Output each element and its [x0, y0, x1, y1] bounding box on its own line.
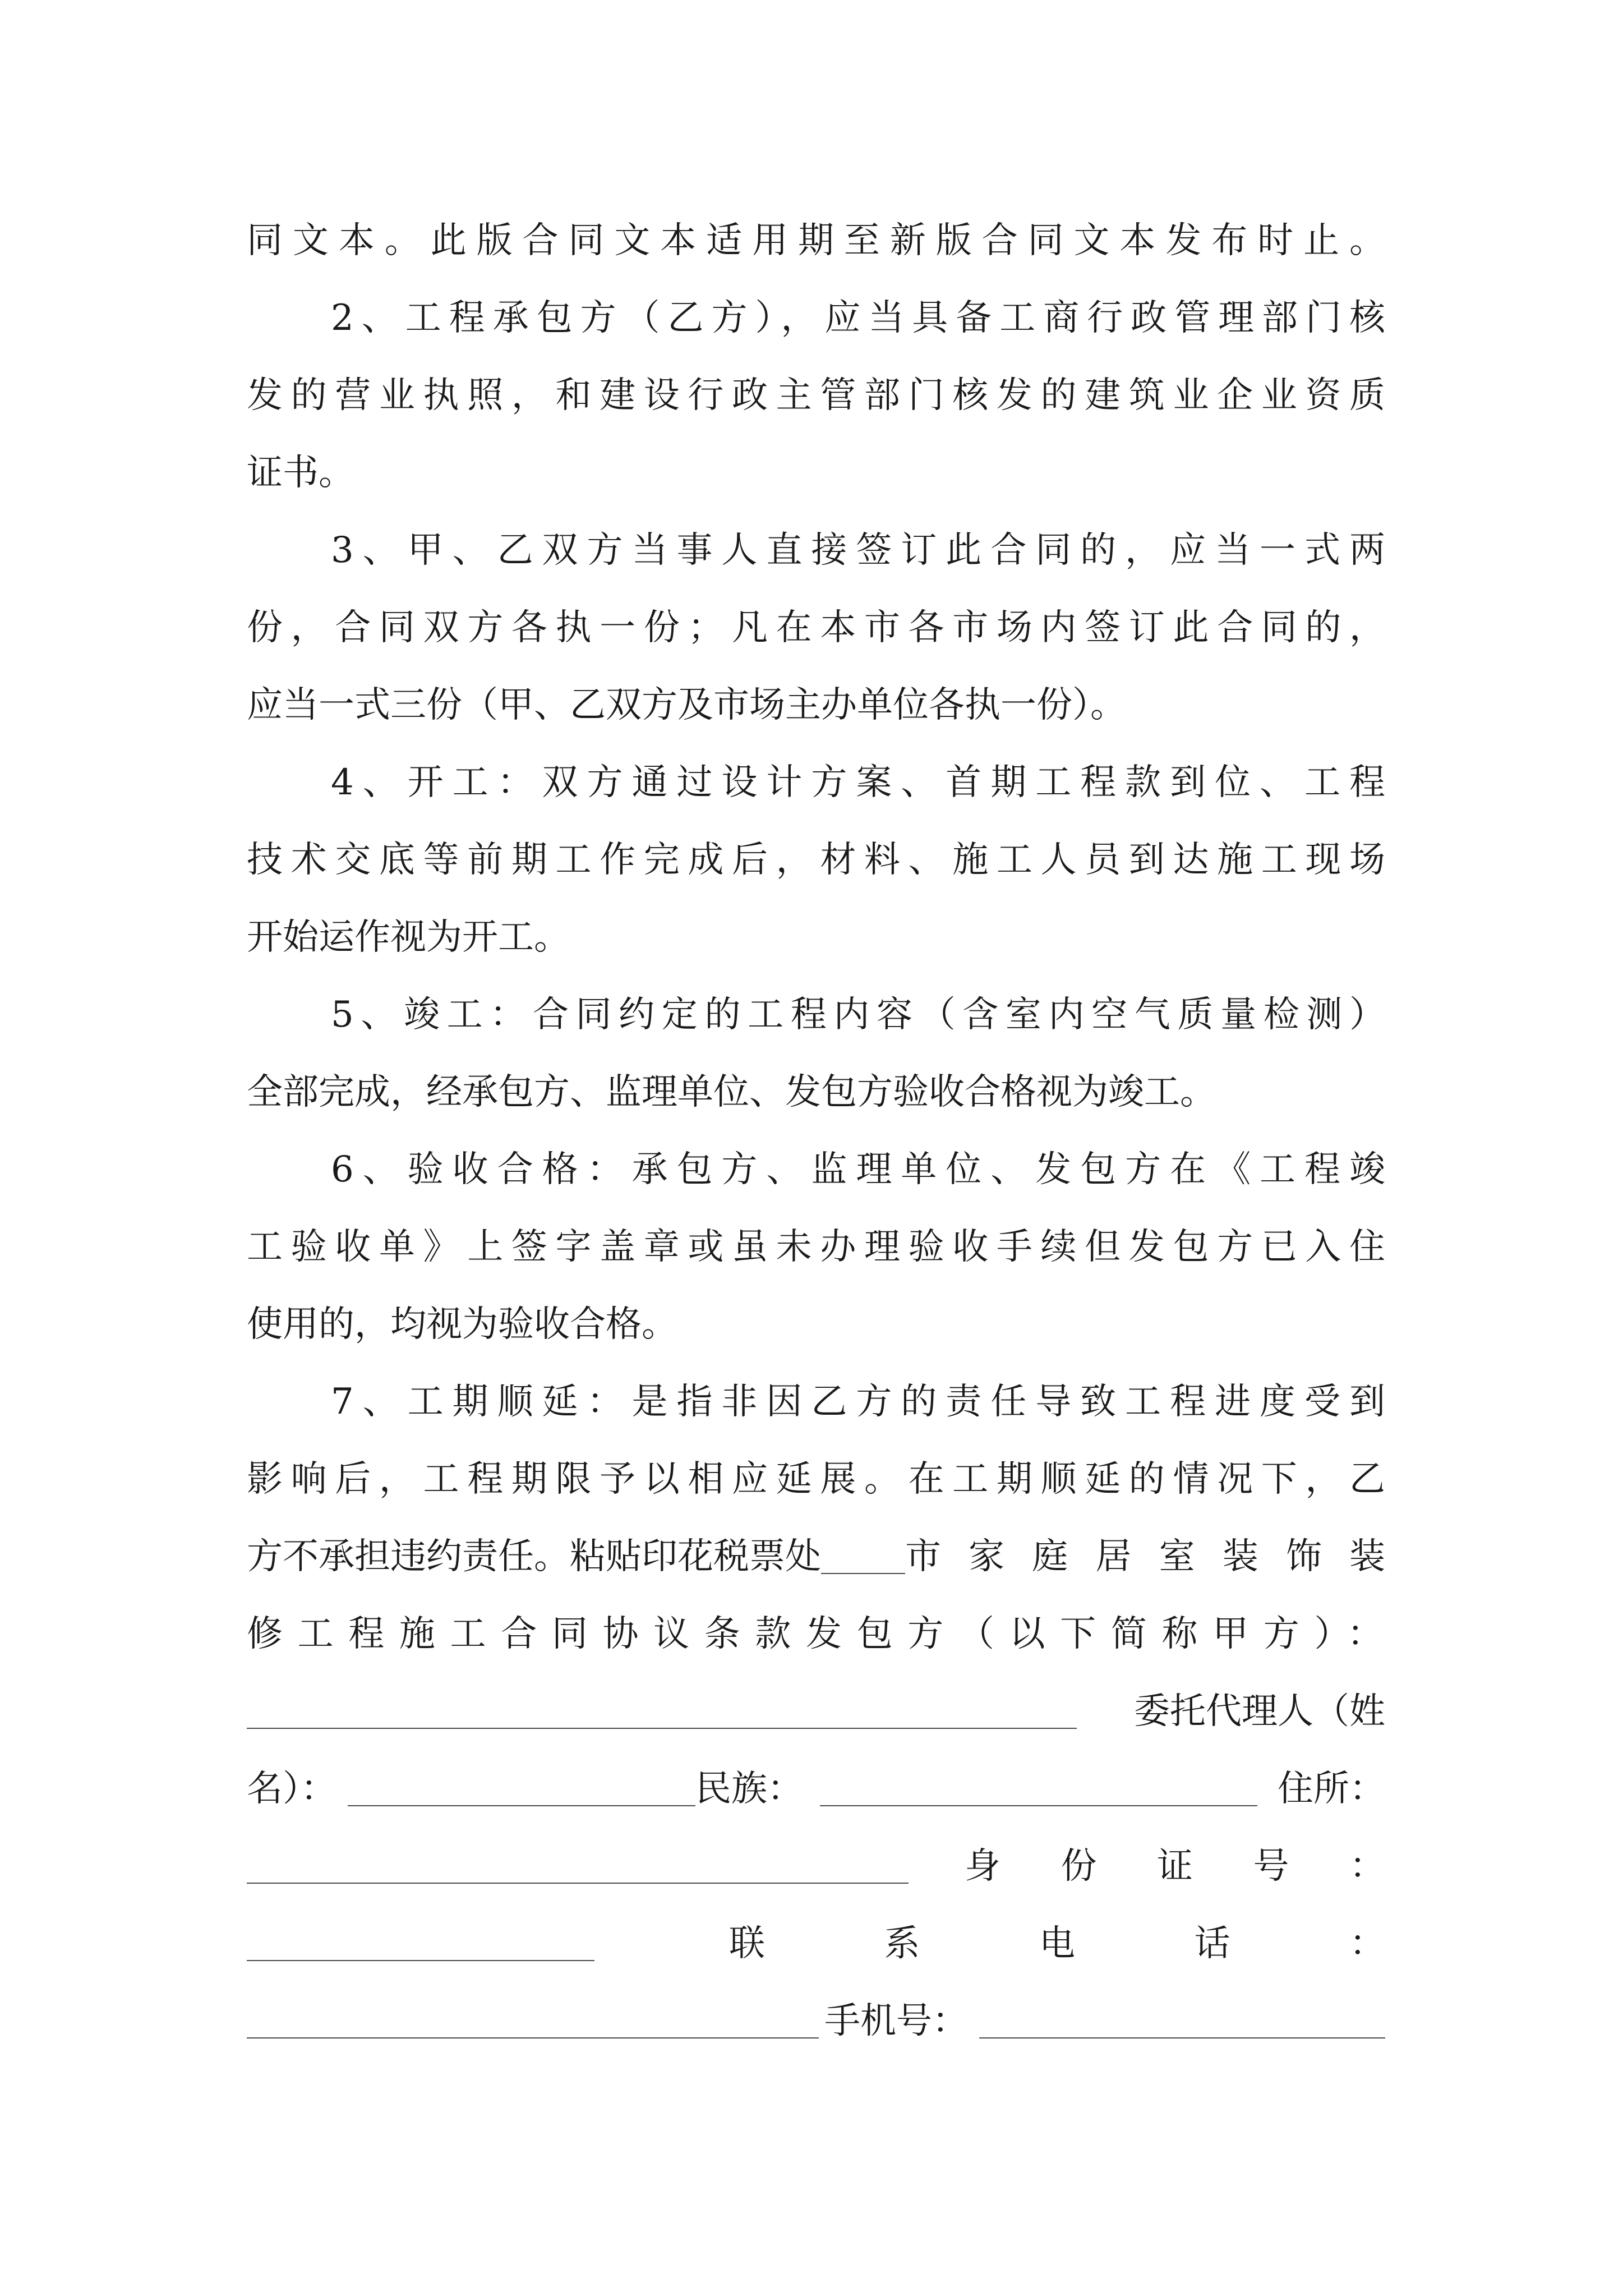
- city-blank[interactable]: [821, 1539, 905, 1574]
- id-label: 身 份 证 号 ：: [965, 1846, 1385, 1887]
- ethnicity-blank[interactable]: [820, 1772, 1257, 1806]
- text-line: 工验收单》上签字盖章或虽未办理验收手续但发包方已入住: [247, 1226, 1385, 1268]
- phone-blank[interactable]: [247, 2004, 819, 2039]
- name-label: 名）：: [247, 1768, 336, 1810]
- stamp-line: [247, 1518, 1385, 1595]
- name-blank[interactable]: [348, 1772, 695, 1806]
- text-line: 同文本。此版合同文本适用期至新版合同文本发布时止。: [247, 220, 1385, 261]
- agent-info-line: [247, 1750, 1385, 1828]
- text-line: 全部完成，经承包方、监理单位、发包方验收合格视为竣工。: [247, 1071, 1216, 1113]
- text-line: 证书。: [247, 452, 354, 494]
- client-name-line: [247, 1673, 1385, 1750]
- text-line: 份，合同双方各执一份；凡在本市各市场内签订此合同的，: [247, 607, 1385, 648]
- mobile-label: 手机号：: [824, 2000, 968, 2042]
- stamp-text: 方不承担违约责任。粘贴印花税票处: [247, 1536, 821, 1577]
- address-blank[interactable]: [247, 1849, 909, 1884]
- agent-label: 委托代理人（姓: [1134, 1691, 1385, 1732]
- text-line: 影响后，工程期限予以相应延展。在工期顺延的情况下，乙: [247, 1458, 1385, 1500]
- clause-5-line: 5、竣工：合同约定的工程内容（含室内空气质量检测）: [331, 994, 1385, 1036]
- stamp-text-tail: 市家庭居室装饰装: [905, 1536, 1385, 1577]
- text-line: 使用的，均视为验收合格。: [247, 1304, 677, 1345]
- text-line: 应当一式三份（甲、乙双方及市场主办单位各执一份）。: [247, 684, 1126, 726]
- text-line: 发的营业执照，和建设行政主管部门核发的建筑业企业资质: [247, 375, 1385, 416]
- phone-label: 联 系 电 话 ：: [729, 1923, 1385, 1964]
- clause-3-line: 3、甲、乙双方当事人直接签订此合同的，应当一式两: [331, 530, 1385, 571]
- clause-7-line: 7、工期顺延：是指非因乙方的责任导致工程进度受到: [331, 1381, 1385, 1423]
- client-name-blank[interactable]: [247, 1694, 1077, 1729]
- clause-6-line: 6、验收合格：承包方、监理单位、发包方在《工程竣: [331, 1149, 1385, 1190]
- text-line: 修工程施工合同协议条款发包方（以下简称甲方）：: [247, 1613, 1385, 1655]
- contract-text: [247, 202, 1385, 2060]
- ethnicity-label: 民族：: [695, 1768, 803, 1810]
- text-line: 开始运作视为开工。: [247, 917, 570, 958]
- clause-4-line: 4、开工：双方通过设计方案、首期工程款到位、工程: [331, 762, 1385, 803]
- address-label: 住所：: [1278, 1768, 1385, 1810]
- mobile-line: [247, 1982, 1385, 2060]
- id-number-line: [247, 1828, 1385, 1905]
- phone-line: [247, 1905, 1385, 1982]
- mobile-blank[interactable]: [979, 2004, 1385, 2039]
- text-line: 技术交底等前期工作完成后，材料、施工人员到达施工现场: [247, 839, 1385, 881]
- id-number-blank[interactable]: [247, 1926, 594, 1961]
- clause-2-line: 2、工程承包方（乙方），应当具备工商行政管理部门核: [331, 297, 1385, 339]
